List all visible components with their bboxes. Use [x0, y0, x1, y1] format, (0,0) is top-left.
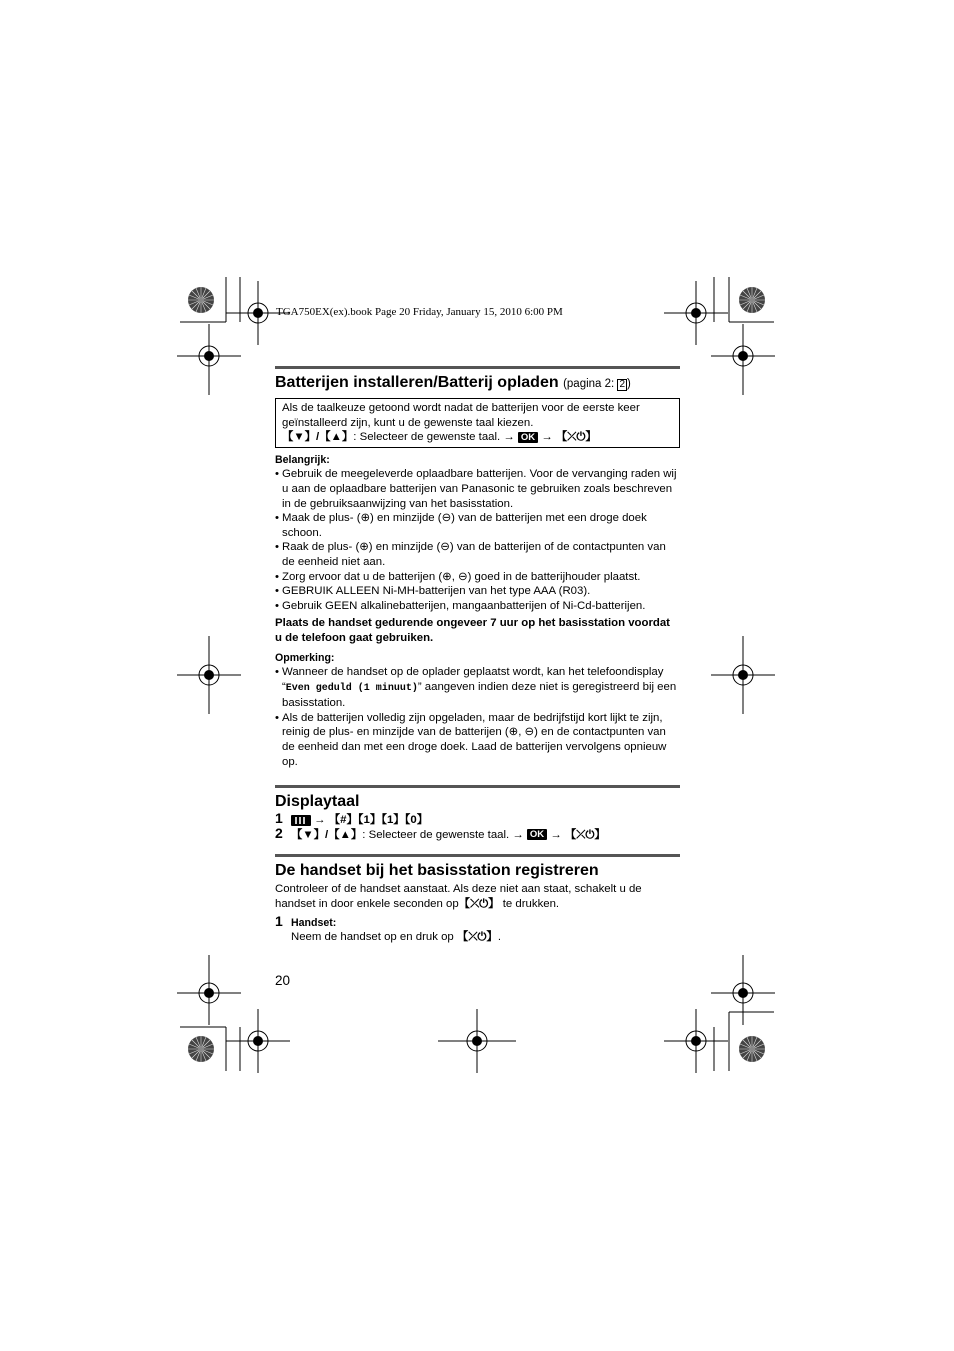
off-key-icon: 【⤫⏻】 [456, 931, 498, 944]
arrow-icon: → [314, 814, 326, 827]
ok-key-icon: OK [518, 432, 538, 443]
info-box-instruction [282, 430, 673, 445]
important-label: Belangrijk: [275, 453, 330, 466]
page-content [275, 366, 680, 945]
top-right-marks [664, 277, 775, 395]
bottom-right-marks [664, 955, 775, 1073]
list-item: • GEBRUIK ALLEEN Ni-MH-batterijen van het type AAA (R03). [275, 584, 680, 599]
page-ref-suffix: ) [627, 378, 631, 390]
step-number: 1 [275, 912, 283, 929]
step-1 [275, 810, 680, 828]
keypad-sequence: 【#】【1】【1】【0】 [328, 814, 429, 827]
menu-key-icon [291, 815, 311, 826]
section-rule [275, 785, 680, 788]
page-number: 20 [275, 973, 291, 988]
bottom-center-mark [438, 1009, 516, 1073]
page-ref-prefix: (pagina 2: [563, 378, 615, 390]
section-rule [275, 366, 680, 369]
off-key-icon: 【⤫⏻】 [564, 828, 606, 841]
step-2 [275, 824, 680, 843]
page-ref-number: 2 [619, 379, 625, 390]
note-text: Wanneer de handset op de oplader geplaatst wordt, kan het telefoondisplay “ [282, 666, 664, 693]
info-box-text: Als de taalkeuze getoond wordt nadat de batterijen voor de eerste keer geïnstalleerd zijn, kunt u de gewenste taal kiezen. [282, 402, 640, 429]
list-item: • Raak de plus- (⊕) en minzijde (⊖) van de batterijen of de contactpunten van de eenheid niet aan. [275, 540, 680, 569]
off-key-icon: 【⤫⏻】 [458, 898, 500, 911]
instruction-text: : Selecteer de gewenste taal. [362, 828, 510, 841]
charging-notice: Plaats de handset gedurende ongeveer 7 uur op het basisstation voordat u de telefoon gaat gebruiken. [275, 617, 670, 644]
list-item: • Zorg ervoor dat u de batterijen (⊕, ⊖) goed in de batterijhouder plaatst. [275, 570, 680, 585]
book-header: TGA750EX(ex).book Page 20 Friday, January 15, 2010 6:00 PM [276, 306, 563, 318]
intro-text: te drukken. [499, 898, 560, 911]
navigation-keys: 【▼】/【▲】 [282, 431, 354, 444]
ok-key-icon: OK [527, 829, 547, 840]
mid-left-mark [177, 636, 241, 714]
page-reference [563, 378, 631, 390]
register-intro [275, 882, 680, 911]
arrow-icon: → [503, 431, 515, 444]
list-item: • Maak de plus- (⊕) en minzijde (⊖) van de batterijen met een droge doek schoon. [275, 511, 680, 540]
arrow-icon: → [550, 828, 562, 841]
note-text: ” aangeven indien deze niet is geregistreerd bij een basisstation. [282, 680, 677, 710]
list-item: • Als de batterijen volledig zijn opgeladen, maar de bedrijfstijd kort lijkt te zijn, reinig de plus- en minzijde van de batterijen (⊕, ⊖) en de contactpunten van de eenheid dan met een droge doek. Laad de batterijen vervolgens opnieuw op. [275, 711, 680, 769]
section-rule [275, 854, 680, 857]
step-number: 2 [275, 824, 283, 841]
step-instruction [291, 930, 680, 945]
arrow-icon: → [541, 431, 553, 444]
section-title-displaytaal: Displaytaal [275, 793, 360, 811]
instruction-text: . [497, 931, 501, 944]
mid-right-mark [711, 636, 775, 714]
bottom-left-marks [177, 955, 290, 1073]
section-title-registreren: De handset bij het basisstation registreren [275, 862, 599, 880]
top-left-marks [177, 277, 290, 395]
note-list [275, 665, 680, 769]
list-item: • Gebruik GEEN alkalinebatterijen, mangaanbatterijen of Ni-Cd-batterijen. [275, 599, 680, 614]
language-info-box [275, 398, 680, 448]
intro-text: Controleer of de handset aanstaat. Als deze niet aan staat, schakelt u de handset in door enkele seconden op [275, 883, 642, 911]
step-number: 1 [275, 810, 283, 827]
important-list [275, 467, 680, 613]
display-message: Even geduld (1 minuut) [285, 682, 418, 694]
step-label-handset: Handset: [291, 916, 337, 929]
arrow-icon: → [512, 828, 524, 841]
register-step-1 [275, 912, 680, 945]
list-item: • Gebruik de meegeleverde oplaadbare batterijen. Voor de vervanging raden wij u aan de oplaadbare batterijen van Panasonic te gebruiken zoals beschreven in de gebruiksaanwijzing van het basisstation. [275, 467, 680, 511]
instruction-text: Neem de handset op en druk op [291, 931, 454, 944]
instruction-text: : Selecteer de gewenste taal. [353, 431, 501, 444]
navigation-keys: 【▼】/【▲】 [291, 828, 363, 841]
off-key-icon: 【⤫⏻】 [555, 431, 597, 444]
list-item [275, 665, 680, 711]
section-title-text: Batterijen installeren/Batterij opladen [275, 374, 559, 391]
note-label: Opmerking: [275, 651, 335, 664]
section-title-batterijen [275, 372, 680, 395]
